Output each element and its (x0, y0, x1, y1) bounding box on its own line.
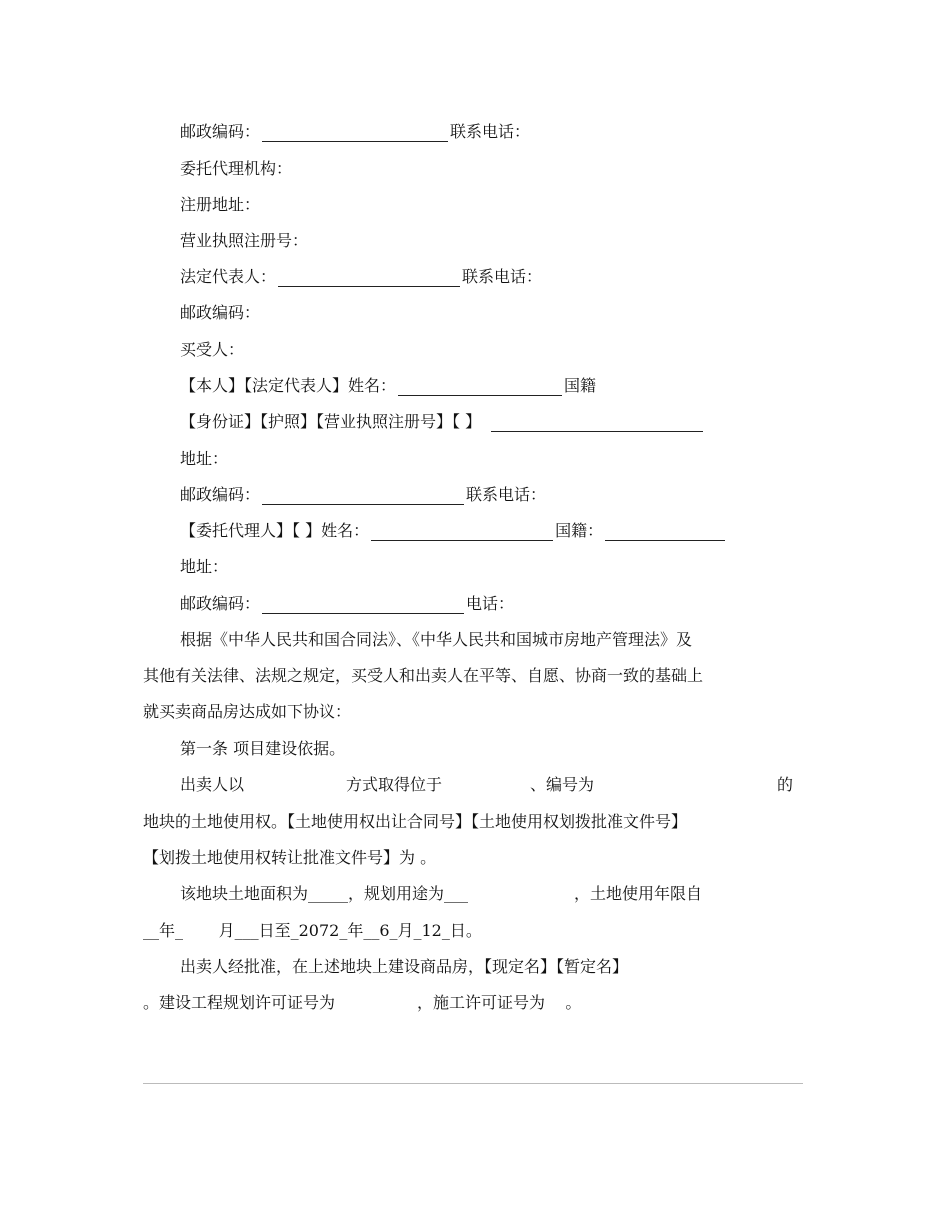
a1-p1-part1: 出卖人以 (180, 775, 245, 794)
seller-postal-row (180, 116, 774, 142)
a1-p1-line2-text: 地块的土地使用权。【土地使用权出让合同号】【土地使用权划拨批准文件号】 (143, 812, 688, 831)
buyer-id-label: 【身份证】【护照】【营业执照注册号】【 】 (180, 412, 482, 431)
a1-p3-part1: 。建设工程规划许可证号为 (143, 993, 336, 1012)
preamble-text-1: 根据《中华人民共和国合同法》、《中华人民共和国城市房地产管理法》及 (180, 630, 693, 649)
buyer-address-row (180, 443, 774, 469)
article1-title (180, 733, 793, 759)
agent-nationality-label: 国籍： (555, 521, 604, 540)
agent-address-row (180, 551, 774, 577)
legal-rep-phone-label: 联系电话： (462, 267, 543, 286)
agency-label: 委托代理机构： (180, 159, 293, 178)
buyer-postal-blank[interactable] (262, 487, 464, 505)
a1-p1-line2 (143, 806, 793, 832)
preamble-line-3 (143, 696, 793, 722)
agent-phone-label: 电话： (466, 594, 515, 613)
reg-address-label: 注册地址： (180, 195, 261, 214)
agent-nationality-blank[interactable] (605, 523, 725, 541)
a1-p2-part1: 该地块土地面积为_____，规划用途为___ (180, 884, 469, 903)
license-row (180, 225, 774, 251)
agent-name-blank[interactable] (371, 523, 553, 541)
reg-address-row (180, 189, 774, 215)
buyer-name-row (180, 370, 774, 396)
a1-p1-line3-text: 【划拨土地使用权转让批准文件号】为 。 (143, 848, 437, 867)
a1-p1-line1 (180, 769, 793, 795)
preamble-text-2: 其他有关法律、法规之规定，买受人和出卖人在平等、自愿、协商一致的基础上 (143, 666, 704, 685)
postal-label: 邮政编码： (180, 122, 261, 141)
phone-label: 联系电话： (450, 122, 531, 141)
article1-title-text: 第一条 项目建设依据。 (180, 739, 346, 758)
a1-p1-line3 (143, 842, 793, 868)
license-label: 营业执照注册号： (180, 231, 309, 250)
a1-p1-part2: 方式取得位于 (346, 775, 443, 794)
a1-p3-part2: ，施工许可证号为 。 (417, 993, 582, 1012)
a1-p1-part4: 的 (776, 775, 793, 794)
agency-row (180, 153, 774, 179)
agent-postal-row (180, 588, 774, 614)
postal2-label: 邮政编码： (180, 303, 261, 322)
buyer-nationality-label: 国籍 (564, 376, 597, 395)
footer-separator (143, 1083, 803, 1084)
legal-rep-label: 法定代表人： (180, 267, 277, 286)
agent-address-label: 地址： (180, 557, 229, 576)
preamble-line-1 (180, 624, 793, 650)
a1-p2-line2-text: __年_ 月___日至_2072_年__6_月_12_日。 (143, 921, 482, 940)
agent-label: 【委托代理人】【 】姓名： (180, 521, 370, 540)
buyer-name-label: 【本人】【法定代表人】姓名： (180, 376, 397, 395)
buyer-postal-row (180, 479, 774, 505)
agent-row (180, 515, 774, 541)
buyer-name-blank[interactable] (398, 378, 562, 396)
postal-blank[interactable] (262, 124, 448, 142)
preamble-line-2 (143, 660, 793, 686)
buyer-id-blank[interactable] (491, 414, 703, 432)
a1-p3-line1 (180, 951, 793, 977)
a1-p1-part3: 、编号为 (530, 775, 595, 794)
buyer-label: 买受人： (180, 340, 245, 359)
buyer-address-label: 地址： (180, 449, 229, 468)
buyer-id-row (180, 406, 774, 432)
a1-p3-line2 (143, 987, 793, 1013)
a1-p2-line2 (143, 915, 793, 941)
agent-postal-label: 邮政编码： (180, 594, 261, 613)
legal-rep-row (180, 261, 774, 287)
buyer-postal-label: 邮政编码： (180, 485, 261, 504)
preamble-text-3: 就买卖商品房达成如下协议： (143, 702, 352, 721)
a1-p2-line1 (180, 878, 793, 904)
a1-p3-line1-text: 出卖人经批准，在上述地块上建设商品房，【现定名】【暂定名】 (180, 957, 629, 976)
postal2-row (180, 297, 774, 323)
legal-rep-blank[interactable] (278, 269, 460, 287)
a1-p2-part2: ，土地使用年限自 (574, 884, 703, 903)
buyer-row (180, 334, 774, 360)
agent-postal-blank[interactable] (262, 596, 464, 614)
buyer-phone-label: 联系电话： (466, 485, 547, 504)
